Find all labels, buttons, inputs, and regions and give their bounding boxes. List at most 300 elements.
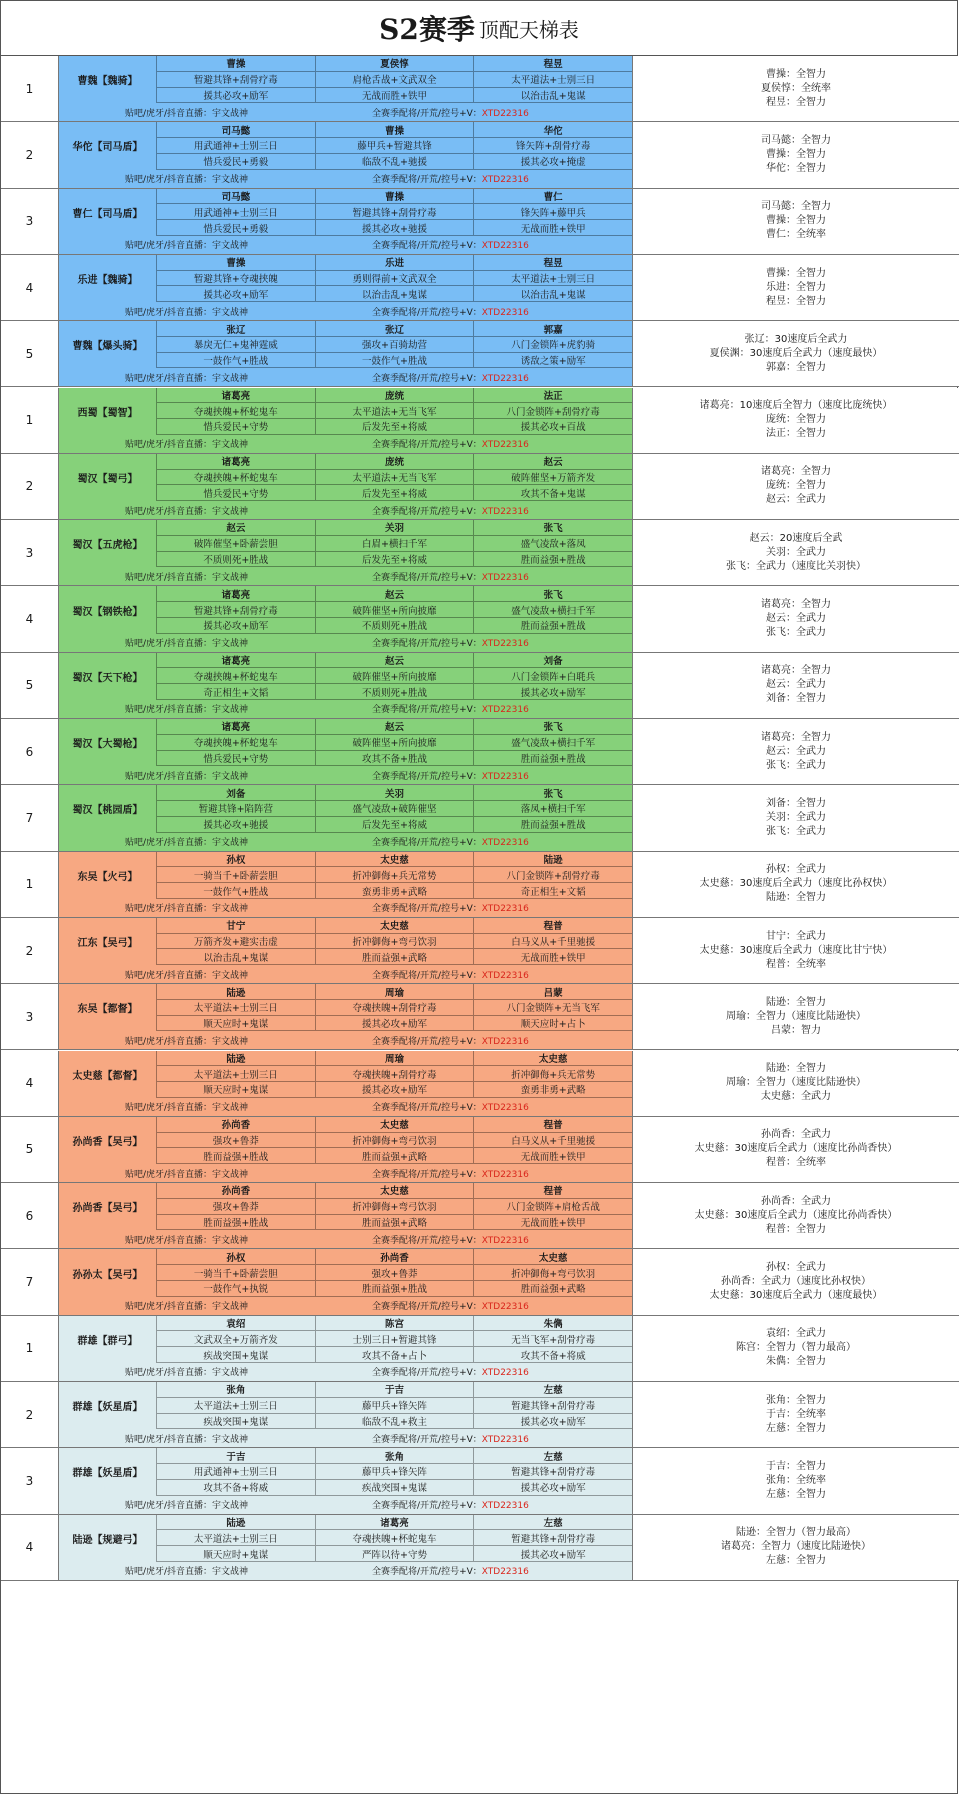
lineup-detail [59, 984, 633, 1049]
hero-column [316, 321, 475, 368]
contact-code: XTD22316 [481, 1434, 529, 1445]
hero-skill-secondary: 惜兵爱民+守势 [157, 751, 315, 767]
service-info [314, 636, 632, 649]
stream-info: 贴吧/虎牙/抖音直播：宇文战神 [124, 970, 249, 981]
team-name: 蜀汉【桃园盾】 [59, 785, 157, 832]
team-name: 群雄【群弓】 [59, 1316, 157, 1363]
team-name: 蜀汉【大蜀枪】 [59, 719, 157, 766]
lineup-rows [59, 388, 632, 435]
attribute-note: 太史慈：30速度后全武力（速度最快） [709, 1290, 883, 1302]
attribute-note: 程普：全统率 [766, 958, 826, 970]
hero-skill-secondary: 胜而益强+胜战 [474, 817, 632, 833]
attribute-note: 于吉：全统率 [766, 1408, 826, 1420]
hero-name: 赵云 [157, 520, 315, 536]
hero-skill-secondary: 疾战突围+鬼谋 [157, 1347, 315, 1363]
lineup-detail [59, 653, 633, 718]
attribute-note: 夏侯渊：30速度后全武力（速度最快） [709, 347, 883, 359]
hero-column [474, 520, 632, 567]
attribute-note: 诸葛亮：全智力（速度比陆逊快） [721, 1541, 871, 1553]
hero-name: 刘备 [157, 785, 315, 801]
hero-name: 陈宫 [316, 1316, 474, 1332]
hero-skill-primary: 折冲御侮+兵无常势 [474, 1066, 632, 1082]
service-text: 全赛季配将/开荒/控号+V： [372, 970, 482, 981]
hero-skill-primary: 折冲御侮+弯弓饮羽 [474, 1265, 632, 1281]
hero-columns [157, 1249, 632, 1296]
attribute-note: 曹操：全智力 [766, 215, 826, 227]
hero-columns [157, 1316, 632, 1363]
hero-columns [157, 122, 632, 169]
hero-name: 左慈 [474, 1448, 632, 1464]
hero-skill-primary: 夺魂挟魄+刮骨疗毒 [316, 1000, 474, 1016]
hero-name: 太史慈 [316, 852, 474, 868]
hero-skill-secondary: 胜而益强+武略 [316, 949, 474, 965]
attribute-note: 曹操：全智力 [766, 68, 826, 80]
lineup-block [1, 918, 959, 984]
rank-number: 7 [1, 785, 59, 850]
lineup-block [1, 852, 959, 918]
hero-column [474, 918, 632, 965]
lineup-rows [59, 586, 632, 633]
hero-skill-primary: 无当飞军+刮骨疗毒 [474, 1331, 632, 1347]
team-name: 华佗【司马盾】 [59, 122, 157, 169]
attribute-note: 赵云：全武力 [766, 679, 826, 691]
service-text: 全赛季配将/开荒/控号+V： [372, 1567, 482, 1578]
hero-skill-primary: 白眉+横扫千军 [316, 536, 474, 552]
attribute-note: 孙尚香：全武力 [761, 1195, 831, 1207]
lineup-detail [59, 1183, 633, 1248]
stream-info: 贴吧/虎牙/抖音直播：宇文战神 [124, 1302, 249, 1313]
hero-skill-primary: 一骑当千+卧薪尝胆 [157, 867, 315, 883]
hero-skill-secondary: 攻其不备+将威 [474, 1347, 632, 1363]
lineup-detail [59, 1515, 633, 1580]
hero-name: 太史慈 [474, 1249, 632, 1265]
lineup-detail [59, 1249, 633, 1314]
service-text: 全赛季配将/开荒/控号+V： [372, 1169, 482, 1180]
hero-column [157, 984, 316, 1031]
hero-skill-secondary: 后发先至+将威 [316, 419, 474, 435]
hero-columns [157, 388, 632, 435]
hero-column [474, 388, 632, 435]
hero-column [474, 1051, 632, 1098]
attribute-notes [633, 56, 959, 121]
hero-name: 张飞 [474, 586, 632, 602]
attribute-note: 陆逊：全智力 [766, 996, 826, 1008]
contact-footer [59, 103, 632, 121]
hero-column [474, 1515, 632, 1562]
lineup-rows [59, 189, 632, 236]
lineup-rows [59, 1515, 632, 1562]
hero-column [316, 653, 475, 700]
service-info [314, 702, 632, 715]
hero-skill-primary: 用武通神+士别三日 [157, 204, 315, 220]
attribute-note: 孙尚香：全武力（速度比孙权快） [721, 1276, 871, 1288]
service-text: 全赛季配将/开荒/控号+V： [372, 1501, 482, 1512]
hero-column [316, 1316, 475, 1363]
hero-column [316, 255, 475, 302]
hero-skill-secondary: 惜兵爱民+勇毅 [157, 154, 315, 170]
service-info [314, 901, 632, 914]
lineup-rows [59, 255, 632, 302]
contact-code: XTD22316 [481, 175, 529, 186]
hero-name: 司马懿 [157, 189, 315, 205]
hero-column [316, 1448, 475, 1495]
service-text: 全赛季配将/开荒/控号+V： [372, 175, 482, 186]
hero-name: 孙权 [157, 1249, 315, 1265]
team-name: 陆逊【规避弓】 [59, 1515, 157, 1562]
rank-number: 1 [1, 56, 59, 121]
lineup-block [1, 189, 959, 255]
hero-column [316, 785, 475, 832]
lineup-rows [59, 122, 632, 169]
hero-columns [157, 918, 632, 965]
hero-skill-primary: 万箭齐发+避实击虚 [157, 934, 315, 950]
service-text: 全赛季配将/开荒/控号+V： [372, 241, 482, 252]
lineup-rows [59, 1448, 632, 1495]
hero-skill-secondary: 严阵以待+守势 [316, 1546, 474, 1562]
hero-name: 程普 [474, 918, 632, 934]
lineup-block [1, 454, 959, 520]
hero-name: 太史慈 [316, 1183, 474, 1199]
hero-skill-secondary: 胜而益强+武略 [316, 1215, 474, 1231]
attribute-note: 诸葛亮：全智力 [761, 466, 831, 478]
hero-column [474, 852, 632, 899]
hero-column [316, 918, 475, 965]
hero-skill-primary: 折冲御侮+弯弓饮羽 [316, 1133, 474, 1149]
hero-name: 左慈 [474, 1382, 632, 1398]
attribute-note: 陆逊：全智力 [766, 892, 826, 904]
attribute-notes [633, 1515, 959, 1580]
hero-column [474, 1183, 632, 1230]
lineup-block [1, 388, 959, 454]
hero-name: 张辽 [157, 321, 315, 337]
hero-name: 郭嘉 [474, 321, 632, 337]
attribute-note: 诸葛亮：10速度后全智力（速度比庞统快） [699, 400, 893, 412]
attribute-note: 赵云：全武力 [766, 745, 826, 757]
hero-column [157, 653, 316, 700]
hero-skill-secondary: 临敌不乱+救主 [316, 1414, 474, 1430]
lineup-block [1, 653, 959, 719]
hero-skill-primary: 破阵催坚+所向披靡 [316, 602, 474, 618]
hero-skill-secondary: 以治击乱+鬼谋 [157, 949, 315, 965]
attribute-notes [633, 1051, 959, 1116]
lineup-block [1, 1183, 959, 1249]
attribute-note: 陆逊：全智力 [766, 1063, 826, 1075]
hero-skill-primary: 白马义从+千里驰援 [474, 1133, 632, 1149]
contact-footer [59, 1562, 632, 1580]
hero-skill-primary: 盛气凌敌+横扫千军 [474, 602, 632, 618]
hero-column [316, 1249, 475, 1296]
hero-skill-primary: 太平道法+士别三日 [474, 72, 632, 88]
hero-column [474, 56, 632, 103]
hero-skill-secondary: 后发先至+将威 [316, 485, 474, 501]
team-name: 蜀汉【钢铁枪】 [59, 586, 157, 633]
attribute-notes [633, 1117, 959, 1182]
service-info [314, 238, 632, 251]
stream-info: 贴吧/虎牙/抖音直播：宇文战神 [124, 373, 249, 384]
hero-skill-secondary: 不质则死+胜战 [157, 552, 315, 568]
lineup-block [1, 1515, 959, 1581]
hero-skill-secondary: 无战而胜+铁甲 [474, 1215, 632, 1231]
hero-column [157, 321, 316, 368]
hero-skill-secondary: 攻其不备+将威 [157, 1480, 315, 1496]
hero-skill-secondary: 援其必攻+励军 [316, 1082, 474, 1098]
hero-name: 曹操 [316, 189, 474, 205]
lineup-block [1, 56, 959, 122]
service-info [314, 1167, 632, 1180]
service-info [314, 1100, 632, 1113]
attribute-note: 周瑜：全智力（速度比陆逊快） [726, 1010, 866, 1022]
hero-column [474, 653, 632, 700]
lineup-detail [59, 1117, 633, 1182]
hero-column [474, 189, 632, 236]
contact-footer [59, 1297, 632, 1315]
hero-skill-secondary: 援其必攻+驰援 [157, 817, 315, 833]
service-text: 全赛季配将/开荒/控号+V： [372, 1434, 482, 1445]
hero-skill-secondary: 胜而益强+胜战 [157, 1148, 315, 1164]
contact-footer [59, 302, 632, 320]
hero-skill-primary: 藤甲兵+锋矢阵 [316, 1398, 474, 1414]
contact-code: XTD22316 [481, 1567, 529, 1578]
hero-name: 庞统 [316, 454, 474, 470]
hero-skill-primary: 破阵催坚+所向披靡 [316, 668, 474, 684]
hero-name: 于吉 [316, 1382, 474, 1398]
team-name: 群雄【妖星盾】 [59, 1448, 157, 1495]
service-text: 全赛季配将/开荒/控号+V： [372, 572, 482, 583]
lineup-detail [59, 918, 633, 983]
attribute-note: 曹操：全智力 [766, 267, 826, 279]
hero-name: 诸葛亮 [316, 1515, 474, 1531]
hero-skill-primary: 暂避其锋+刮骨疗毒 [474, 1530, 632, 1546]
hero-name: 程普 [474, 1183, 632, 1199]
hero-skill-secondary: 胜而益强+胜战 [474, 552, 632, 568]
hero-skill-primary: 强攻+鲁莽 [157, 1199, 315, 1215]
hero-name: 张飞 [474, 520, 632, 536]
hero-skill-primary: 强攻+鲁莽 [157, 1133, 315, 1149]
attribute-note: 程普：全统率 [766, 1157, 826, 1169]
hero-skill-secondary: 一鼓作气+胜战 [157, 883, 315, 899]
lineup-block [1, 984, 959, 1050]
hero-name: 法正 [474, 388, 632, 404]
attribute-notes [633, 189, 959, 254]
hero-columns [157, 1117, 632, 1164]
hero-column [316, 586, 475, 633]
service-info [314, 1299, 632, 1312]
attribute-note: 周瑜：全智力（速度比陆逊快） [726, 1077, 866, 1089]
lineup-rows [59, 918, 632, 965]
hero-skill-secondary: 惜兵爱民+守势 [157, 419, 315, 435]
attribute-notes [633, 388, 959, 453]
attribute-notes [633, 852, 959, 917]
service-info [314, 1233, 632, 1246]
team-name: 蜀汉【蜀弓】 [59, 454, 157, 501]
attribute-note: 左慈：全智力 [766, 1555, 826, 1567]
stream-info: 贴吧/虎牙/抖音直播：宇文战神 [124, 705, 249, 716]
hero-skill-primary: 破阵催坚+所向披靡 [316, 735, 474, 751]
hero-column [157, 719, 316, 766]
hero-columns [157, 454, 632, 501]
hero-column [316, 388, 475, 435]
hero-columns [157, 653, 632, 700]
hero-name: 张角 [316, 1448, 474, 1464]
lineup-rows [59, 1382, 632, 1429]
contact-footer [59, 501, 632, 519]
stream-info: 贴吧/虎牙/抖音直播：宇文战神 [124, 307, 249, 318]
rank-number: 2 [1, 454, 59, 519]
service-info [314, 1564, 632, 1577]
attribute-note: 太史慈：30速度后全武力（速度比孙尚香快） [694, 1209, 898, 1221]
hero-skill-secondary: 蛮勇非勇+武略 [316, 883, 474, 899]
hero-skill-primary: 夺魂挟魄+杯蛇鬼车 [157, 403, 315, 419]
attribute-notes [633, 984, 959, 1049]
hero-skill-secondary: 援其必攻+励军 [474, 684, 632, 700]
team-name: 曹魏【爆头骑】 [59, 321, 157, 368]
stream-info: 贴吧/虎牙/抖音直播：宇文战神 [124, 771, 249, 782]
stream-info: 贴吧/虎牙/抖音直播：宇文战神 [124, 1434, 249, 1445]
hero-columns [157, 984, 632, 1031]
stream-info: 贴吧/虎牙/抖音直播：宇文战神 [124, 1103, 249, 1114]
hero-skill-primary: 太平道法+士别三日 [157, 1530, 315, 1546]
lineup-block [1, 122, 959, 188]
hero-columns [157, 586, 632, 633]
hero-name: 陆逊 [474, 852, 632, 868]
rank-number: 3 [1, 1448, 59, 1513]
hero-columns [157, 1183, 632, 1230]
attribute-note: 甘宁：全武力 [766, 930, 826, 942]
service-info [314, 968, 632, 981]
hero-column [474, 984, 632, 1031]
hero-column [157, 785, 316, 832]
hero-skill-primary: 暴戾无仁+鬼神霆威 [157, 337, 315, 353]
hero-skill-primary: 八门金锁阵+白毦兵 [474, 668, 632, 684]
hero-name: 司马懿 [157, 122, 315, 138]
attribute-notes [633, 653, 959, 718]
hero-skill-primary: 太平道法+士别三日 [157, 1000, 315, 1016]
hero-skill-primary: 八门金锁阵+虎豹骑 [474, 337, 632, 353]
contact-code: XTD22316 [481, 440, 529, 451]
hero-columns [157, 255, 632, 302]
attribute-note: 左慈：全智力 [766, 1488, 826, 1500]
attribute-note: 关羽：全武力 [766, 546, 826, 558]
lineup-detail [59, 719, 633, 784]
hero-skill-secondary: 奇正相生+文韬 [157, 684, 315, 700]
contact-code: XTD22316 [481, 639, 529, 650]
hero-column [316, 1515, 475, 1562]
contact-code: XTD22316 [481, 705, 529, 716]
team-name: 蜀汉【天下枪】 [59, 653, 157, 700]
hero-name: 曹操 [157, 56, 315, 72]
hero-skill-primary: 太平道法+士别三日 [474, 271, 632, 287]
hero-skill-primary: 破阵催坚+卧薪尝胆 [157, 536, 315, 552]
contact-footer [59, 435, 632, 453]
hero-skill-primary: 一骑当千+卧薪尝胆 [157, 1265, 315, 1281]
rank-number: 4 [1, 255, 59, 320]
hero-skill-primary: 太平道法+士别三日 [157, 1398, 315, 1414]
contact-footer [59, 700, 632, 718]
rank-number: 4 [1, 586, 59, 651]
hero-skill-secondary: 援其必攻+励军 [157, 88, 315, 104]
lineup-rows [59, 56, 632, 103]
stream-info: 贴吧/虎牙/抖音直播：宇文战神 [124, 506, 249, 517]
team-name: 孙尚香【吴弓】 [59, 1117, 157, 1164]
contact-footer [59, 1164, 632, 1182]
hero-skill-secondary: 后发先至+将威 [316, 552, 474, 568]
hero-skill-primary: 夺魂挟魄+杯蛇鬼车 [157, 735, 315, 751]
contact-footer [59, 965, 632, 983]
hero-column [316, 56, 475, 103]
contact-footer [59, 833, 632, 851]
attribute-note: 法正：全智力 [766, 428, 826, 440]
stream-info: 贴吧/虎牙/抖音直播：宇文战神 [124, 1169, 249, 1180]
hero-columns [157, 1051, 632, 1098]
service-info [314, 106, 632, 119]
title-bar [1, 1, 957, 56]
lineup-block [1, 1051, 959, 1117]
hero-column [474, 1117, 632, 1164]
team-name: 乐进【魏骑】 [59, 255, 157, 302]
hero-name: 华佗 [474, 122, 632, 138]
contact-code: XTD22316 [481, 1036, 529, 1047]
hero-columns [157, 56, 632, 103]
team-name: 孙尚香【吴弓】 [59, 1183, 157, 1230]
hero-name: 诸葛亮 [157, 586, 315, 602]
hero-skill-secondary: 顺天应时+鬼谋 [157, 1546, 315, 1562]
hero-skill-primary: 夺魂挟魄+杯蛇鬼车 [157, 668, 315, 684]
team-name: 东吴【都督】 [59, 984, 157, 1031]
team-name: 江东【吴弓】 [59, 918, 157, 965]
attribute-note: 刘备：全智力 [766, 797, 826, 809]
contact-footer [59, 1496, 632, 1514]
stream-info: 贴吧/虎牙/抖音直播：宇文战神 [124, 241, 249, 252]
hero-skill-primary: 暂避其锋+刮骨疗毒 [157, 72, 315, 88]
service-text: 全赛季配将/开荒/控号+V： [372, 838, 482, 849]
attribute-note: 华佗：全智力 [766, 162, 826, 174]
hero-skill-primary: 夺魂挟魄+杯蛇鬼车 [157, 470, 315, 486]
attribute-note: 陆逊：全智力（智力最高） [736, 1527, 856, 1539]
hero-skill-secondary: 惜兵爱民+勇毅 [157, 220, 315, 236]
hero-column [157, 586, 316, 633]
lineup-block [1, 586, 959, 652]
hero-skill-secondary: 攻其不备+占卜 [316, 1347, 474, 1363]
service-text: 全赛季配将/开荒/控号+V： [372, 705, 482, 716]
hero-name: 乐进 [316, 255, 474, 271]
lineup-detail [59, 454, 633, 519]
attribute-note: 关羽：全武力 [766, 811, 826, 823]
service-info [314, 1034, 632, 1047]
hero-name: 赵云 [474, 454, 632, 470]
hero-name: 孙尚香 [316, 1249, 474, 1265]
hero-column [157, 1515, 316, 1562]
hero-skill-secondary: 顺天应时+占卜 [474, 1016, 632, 1032]
hero-column [157, 1183, 316, 1230]
attribute-note: 司马懿：全智力 [761, 201, 831, 213]
hero-column [316, 122, 475, 169]
lineup-detail [59, 852, 633, 917]
hero-skill-secondary: 疾战突围+鬼谋 [157, 1414, 315, 1430]
attribute-notes [633, 454, 959, 519]
hero-columns [157, 1515, 632, 1562]
hero-column [157, 852, 316, 899]
rank-number: 1 [1, 1316, 59, 1381]
rank-number: 4 [1, 1051, 59, 1116]
hero-column [157, 454, 316, 501]
hero-skill-secondary: 临敌不乱+驰援 [316, 154, 474, 170]
attribute-note: 乐进：全智力 [766, 281, 826, 293]
hero-skill-secondary: 胜而益强+胜战 [474, 618, 632, 634]
hero-name: 赵云 [316, 653, 474, 669]
attribute-note: 孙权：全武力 [766, 1262, 826, 1274]
hero-name: 孙权 [157, 852, 315, 868]
contact-code: XTD22316 [481, 572, 529, 583]
